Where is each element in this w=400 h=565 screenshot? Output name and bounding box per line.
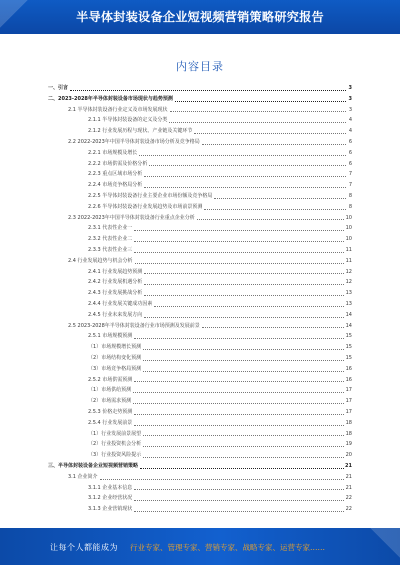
- toc-page-number: 18: [345, 419, 352, 426]
- toc-page-number: 3: [348, 95, 352, 102]
- toc-page-number: 14: [345, 322, 352, 329]
- toc-dot-leader: [202, 144, 346, 145]
- toc-entry[interactable]: [48, 108, 352, 114]
- toc-entry[interactable]: [48, 410, 352, 416]
- toc-page-number: 8: [348, 193, 352, 199]
- toc-entry-title: 3.1.2 企业经营状况: [88, 495, 133, 502]
- toc-page-number: 11: [345, 247, 352, 253]
- toc-dot-leader: [70, 90, 346, 91]
- toc-page-number: 21: [345, 473, 352, 480]
- toc-entry-title: （3）行业投资风险提示: [88, 452, 142, 459]
- toc-page-number: 22: [345, 506, 352, 513]
- toc-dot-leader: [144, 317, 346, 318]
- toc-dot-leader: [144, 273, 346, 274]
- toc-dot-leader: [100, 479, 346, 480]
- toc-dot-leader: [214, 198, 346, 199]
- toc-page-number: 6: [348, 149, 352, 156]
- toc-page-number: 21: [345, 484, 352, 491]
- toc-dot-leader: [204, 209, 346, 210]
- footer-roles: 行业专家、管理专家、营销专家、战略专家、运营专家……: [130, 543, 325, 552]
- toc-page-number: 12: [345, 268, 352, 275]
- toc-page-number: 12: [345, 279, 352, 286]
- toc-entry-title: （2）市场结构变化预测: [88, 355, 142, 361]
- toc-entry[interactable]: [48, 172, 352, 178]
- toc-entry-title: （1）市场规模增长预测: [88, 344, 142, 351]
- toc-entry-title: 2.1.1 半导体封装设备的定义及分类: [88, 117, 168, 124]
- toc-page-number: 14: [345, 311, 352, 318]
- toc-entry[interactable]: [48, 259, 352, 265]
- toc-entry[interactable]: [48, 507, 352, 513]
- toc-entry-title: 三、半导体封装设备企业短视频营销策略: [48, 463, 139, 469]
- toc-entry[interactable]: [48, 421, 352, 427]
- toc-entry-title: 2.2 2022-2023年中国半导体封装设备市场分析及竞争格局: [68, 139, 200, 145]
- toc-dot-leader: [154, 306, 346, 307]
- toc-entry-title: （2）行业投资机会分析: [88, 441, 142, 448]
- toc-dot-leader: [143, 360, 346, 361]
- toc-dot-leader: [169, 122, 346, 123]
- toc-dot-leader: [133, 403, 346, 404]
- toc-entry-title: 2.4 行业发展趋势与机会分析: [68, 257, 133, 264]
- toc-page-number: 15: [345, 333, 352, 340]
- toc-page-number: 13: [345, 301, 352, 307]
- toc-page-number: 6: [348, 160, 352, 167]
- toc-entry[interactable]: [48, 453, 352, 459]
- toc-entry-title: 2.5.1 市场规模预测: [88, 333, 133, 340]
- toc-dot-leader: [143, 446, 346, 447]
- toc-page-number: 4: [348, 117, 352, 124]
- toc-dot-leader: [134, 252, 346, 253]
- toc-dot-leader: [134, 425, 346, 426]
- toc-dot-leader: [135, 263, 346, 264]
- toc-entry[interactable]: [48, 216, 352, 222]
- toc-dot-leader: [134, 241, 346, 242]
- toc-entry[interactable]: [48, 140, 352, 146]
- toc-dot-leader: [134, 500, 346, 501]
- toc-page-number: 7: [348, 171, 352, 178]
- toc-entry[interactable]: [48, 226, 352, 232]
- toc-entry[interactable]: [48, 248, 352, 254]
- page-header: [0, 0, 400, 34]
- toc-page-number: 19: [345, 441, 352, 448]
- toc-entry[interactable]: [48, 280, 352, 286]
- toc-entry[interactable]: [48, 291, 352, 297]
- toc-dot-leader: [144, 284, 346, 285]
- toc-entry-title: 3.1 企业简介: [68, 473, 98, 480]
- toc-entry[interactable]: [48, 194, 352, 200]
- toc-entry[interactable]: [48, 205, 352, 211]
- toc-dot-leader: [140, 468, 346, 469]
- toc-entry-title: 2.3.3 代表性企业三: [88, 247, 133, 253]
- toc-page-number: 16: [345, 376, 352, 383]
- toc-entry-title: 2.2.6 半导体封装设备行业发展趋势及市场前景预测: [88, 203, 203, 210]
- toc-page-number: 15: [345, 355, 352, 361]
- toc-dot-leader: [175, 101, 346, 102]
- footer-slogan: 让每个人都能成为: [50, 543, 118, 552]
- toc-entry-title: 2.2.4 市场竞争格局分析: [88, 182, 143, 189]
- toc-entry[interactable]: [48, 345, 352, 351]
- toc-page-number: 8: [348, 203, 352, 210]
- toc-entry-title: 3.1.1 企业基本信息: [88, 484, 133, 491]
- toc-page-number: 15: [345, 344, 352, 351]
- toc-page-number: 17: [345, 398, 352, 405]
- toc-entry[interactable]: [48, 302, 352, 308]
- toc-page-number: 3: [348, 106, 352, 113]
- toc-entry-title: 2.5.2 市场供需预测: [88, 376, 133, 383]
- table-of-contents: [48, 86, 352, 518]
- toc-entry-title: （1）行业发展前景展望: [88, 430, 142, 437]
- toc-entry[interactable]: [48, 442, 352, 448]
- toc-entry-title: 2.4.3 行业发展挑战分析: [88, 290, 143, 297]
- toc-entry-title: 2.2.2 市场供需及价格分析: [88, 160, 148, 167]
- toc-entry-title: 二、2023-2028年半导体封装设备市场现状与趋势预测: [48, 95, 173, 102]
- toc-entry[interactable]: [48, 97, 352, 103]
- toc-dot-leader: [170, 111, 346, 112]
- toc-entry-title: （3）市场竞争格局预测: [88, 365, 142, 372]
- report-title: 半导体封装设备企业短视频营销策略研究报告: [76, 10, 324, 24]
- toc-entry-title: 2.5.3 价格走势预测: [88, 409, 133, 415]
- toc-dot-leader: [134, 230, 346, 231]
- toc-page-number: 7: [348, 182, 352, 189]
- toc-dot-leader: [194, 133, 346, 134]
- toc-dot-leader: [197, 219, 346, 220]
- toc-entry[interactable]: [48, 151, 352, 157]
- toc-entry-title: （2）市场需求预测: [88, 398, 132, 405]
- page-footer: [0, 528, 400, 565]
- toc-page-number: 10: [345, 214, 352, 221]
- toc-entry-title: 2.5.4 行业发展前景: [88, 419, 133, 426]
- toc-entry-title: 2.1.2 行业发展历程与现状、产业链及关键环节: [88, 128, 193, 135]
- toc-page-number: 18: [345, 430, 352, 437]
- toc-entry-title: 3.1.3 企业营销现状: [88, 506, 133, 513]
- toc-page-number: 13: [345, 290, 352, 297]
- toc-dot-leader: [144, 176, 346, 177]
- toc-entry-title: 一、引言: [48, 85, 69, 91]
- toc-entry[interactable]: [48, 388, 352, 394]
- toc-entry[interactable]: [48, 334, 352, 340]
- toc-dot-leader: [133, 392, 346, 393]
- toc-dot-leader: [139, 155, 346, 156]
- toc-entry-title: 2.2.3 重点区域市场分析: [88, 171, 143, 178]
- toc-entry[interactable]: [48, 270, 352, 276]
- toc-entry[interactable]: [48, 475, 352, 481]
- toc-page-number: 17: [345, 409, 352, 415]
- toc-entry-title: 2.2.1 市场规模及增长: [88, 149, 138, 156]
- toc-entry[interactable]: [48, 237, 352, 243]
- toc-page-number: 11: [345, 257, 352, 264]
- footer-decoration: [352, 528, 400, 565]
- toc-entry[interactable]: [48, 324, 352, 330]
- toc-entry[interactable]: [48, 86, 352, 92]
- toc-entry[interactable]: [48, 378, 352, 384]
- toc-page-number: 17: [345, 387, 352, 394]
- toc-page-number: 20: [345, 452, 352, 459]
- toc-dot-leader: [143, 349, 346, 350]
- toc-entry[interactable]: [48, 399, 352, 405]
- toc-page-number: 3: [348, 85, 352, 91]
- toc-dot-leader: [134, 381, 346, 382]
- toc-dot-leader: [144, 187, 346, 188]
- toc-dot-leader: [202, 327, 346, 328]
- toc-dot-leader: [143, 435, 346, 436]
- toc-page-number: 10: [345, 236, 352, 243]
- toc-entry-title: 2.1 半导体封装设备行业定义及市场发展现状: [68, 106, 168, 113]
- toc-entry[interactable]: [48, 356, 352, 362]
- toc-entry[interactable]: [48, 367, 352, 373]
- toc-entry-title: 2.5 2023-2028年半导体封装设备行业市场预测及发展前景: [68, 322, 200, 329]
- toc-page-number: 22: [345, 495, 352, 502]
- toc-entry-title: 2.3.1 代表性企业一: [88, 225, 133, 232]
- toc-entry[interactable]: [48, 183, 352, 189]
- toc-entry[interactable]: [48, 486, 352, 492]
- toc-page-number: 21: [345, 463, 352, 469]
- toc-entry-title: 2.2.5 半导体封装设备行业主要企业市场份额及竞争格局: [88, 193, 213, 199]
- toc-dot-leader: [143, 457, 346, 458]
- toc-entry-title: 2.4.5 行业未来发展方向: [88, 311, 143, 318]
- toc-entry[interactable]: [48, 129, 352, 135]
- toc-entry[interactable]: [48, 162, 352, 168]
- toc-entry-title: 2.3.2 代表性企业二: [88, 236, 133, 243]
- toc-heading: 内容目录: [176, 60, 224, 73]
- toc-entry[interactable]: [48, 464, 352, 470]
- toc-entry[interactable]: [48, 313, 352, 319]
- toc-entry-title: 2.3 2022-2023年中国半导体封装设备行业重点企业分析: [68, 214, 195, 221]
- toc-page-number: 16: [345, 365, 352, 372]
- toc-entry[interactable]: [48, 118, 352, 124]
- toc-dot-leader: [134, 338, 346, 339]
- toc-entry-title: （1）市场供给预测: [88, 387, 132, 394]
- toc-dot-leader: [149, 165, 346, 166]
- toc-dot-leader: [134, 511, 346, 512]
- toc-page-number: 10: [345, 225, 352, 232]
- toc-page-number: 6: [348, 139, 352, 145]
- toc-entry[interactable]: [48, 432, 352, 438]
- toc-entry[interactable]: [48, 496, 352, 502]
- toc-entry-title: 2.4.2 行业发展机遇分析: [88, 279, 143, 286]
- toc-page-number: 4: [348, 128, 352, 135]
- toc-dot-leader: [144, 295, 346, 296]
- toc-dot-leader: [134, 414, 346, 415]
- toc-entry-title: 2.4.1 行业发展趋势预测: [88, 268, 143, 275]
- toc-entry-title: 2.4.4 行业发展关键成功因素: [88, 301, 153, 307]
- toc-dot-leader: [134, 489, 346, 490]
- toc-dot-leader: [143, 371, 346, 372]
